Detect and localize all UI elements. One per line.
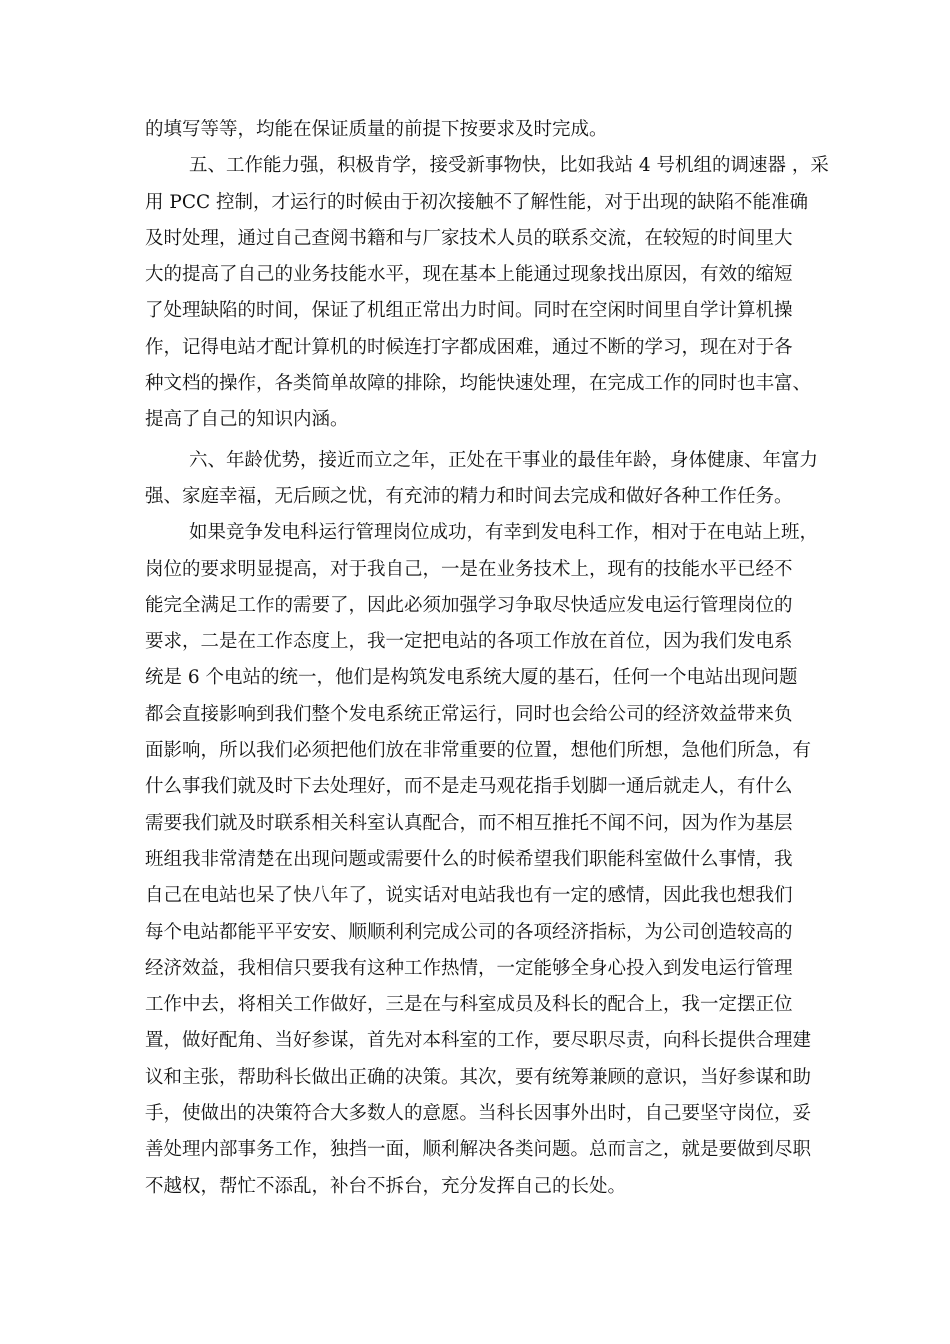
paragraph-5-line: 提高了自己的知识内涵。 bbox=[145, 409, 349, 431]
paragraph-7-line: 岗位的要求明显提高，对于我自己，一是在业务技术上，现有的技能水平已经不 bbox=[145, 558, 793, 580]
paragraph-5-line: 大的提高了自己的业务技能水平，现在基本上能通过现象找出原因，有效的缩短 bbox=[145, 264, 793, 286]
paragraph-7-line: 什么事我们就及时下去处理好，而不是走马观花指手划脚一通后就走人，有什么 bbox=[145, 776, 793, 798]
paragraph-7-line: 每个电站都能平平安安、顺顺利利完成公司的各项经济指标，为公司创造较高的 bbox=[145, 921, 793, 943]
paragraph-5-line: 种文档的操作，各类简单故障的排除，均能快速处理，在完成工作的同时也丰富、 bbox=[145, 373, 812, 395]
paragraph-6-line: 六、年龄优势，接近而立之年，正处在干事业的最佳年龄，身体健康、年富力 bbox=[189, 449, 819, 471]
paragraph-5-line: 五、工作能力强，积极肯学，接受新事物快，比如我站 4 号机组的调速器 ，采 bbox=[189, 155, 829, 177]
paragraph-7-line: 能完全满足工作的需要了，因此必须加强学习争取尽快适应发电运行管理岗位的 bbox=[145, 594, 793, 616]
paragraph-7-line: 面影响，所以我们必须把他们放在非常重要的位置，想他们所想，急他们所急，有 bbox=[145, 740, 812, 762]
paragraph-7-line: 善处理内部事务工作，独挡一面，顺利解决各类问题。总而言之，就是要做到尽职 bbox=[145, 1139, 812, 1161]
paragraph-7-line: 需要我们就及时联系相关科室认真配合，而不相互推托不闻不问，因为作为基层 bbox=[145, 812, 793, 834]
paragraph-7-line: 手，使做出的决策符合大多数人的意愿。当科长因事外出时，自己要坚守岗位，妥 bbox=[145, 1103, 812, 1125]
paragraph-7-line: 要求，二是在工作态度上，我一定把电站的各项工作放在首位，因为我们发电系 bbox=[145, 631, 793, 653]
paragraph-5-line: 作，记得电站才配计算机的时候连打字都成困难，通过不断的学习，现在对于各 bbox=[145, 336, 793, 358]
paragraph-7-line: 自己在电站也呆了快八年了，说实话对电站我也有一定的感情，因此我也想我们 bbox=[145, 885, 793, 907]
paragraph-7-line: 经济效益，我相信只要我有这种工作热情，一定能够全身心投入到发电运行管理 bbox=[145, 957, 793, 979]
paragraph-7-line: 都会直接影响到我们整个发电系统正常运行，同时也会给公司的经济效益带来负 bbox=[145, 703, 793, 725]
paragraph-7-line: 议和主张，帮助科长做出正确的决策。其次，要有统筹兼顾的意识，当好参谋和助 bbox=[145, 1066, 812, 1088]
paragraph-7-line: 置，做好配角、当好参谋，首先对本科室的工作，要尽职尽责，向科长提供合理建 bbox=[145, 1030, 812, 1052]
paragraph-6-line: 强、家庭幸福，无后顾之忧，有充沛的精力和时间去完成和做好各种工作任务。 bbox=[145, 485, 793, 507]
paragraph-7-line: 统是 6 个电站的统一，他们是构筑发电系统大厦的基石，任何一个电站出现问题 bbox=[145, 667, 798, 689]
paragraph-7-line: 如果竞争发电科运行管理岗位成功，有幸到发电科工作，相对于在电站上班， bbox=[189, 522, 819, 544]
text-line: 的填写等等，均能在保证质量的前提下按要求及时完成。 bbox=[145, 119, 608, 140]
document-body bbox=[145, 112, 829, 1205]
paragraph-5-line: 及时处理，通过自己查阅书籍和与厂家技术人员的联系交流，在较短的时间里大 bbox=[145, 227, 793, 249]
paragraph-7-line: 工作中去，将相关工作做好，三是在与科室成员及科长的配合上，我一定摆正位 bbox=[145, 994, 793, 1016]
paragraph-5-line: 用 PCC 控制，才运行的时候由于初次接触不了解性能，对于出现的缺陷不能准确 bbox=[145, 191, 809, 213]
paragraph-7-line: 班组我非常清楚在出现问题或需要什么的时候希望我们职能科室做什么事情，我 bbox=[145, 848, 793, 870]
paragraph-7-line: 不越权，帮忙不添乱，补台不拆台，充分发挥自己的长处。 bbox=[145, 1175, 627, 1197]
paragraph-5-line: 了处理缺陷的时间，保证了机组正常出力时间。同时在空闲时间里自学计算机操 bbox=[145, 300, 793, 322]
